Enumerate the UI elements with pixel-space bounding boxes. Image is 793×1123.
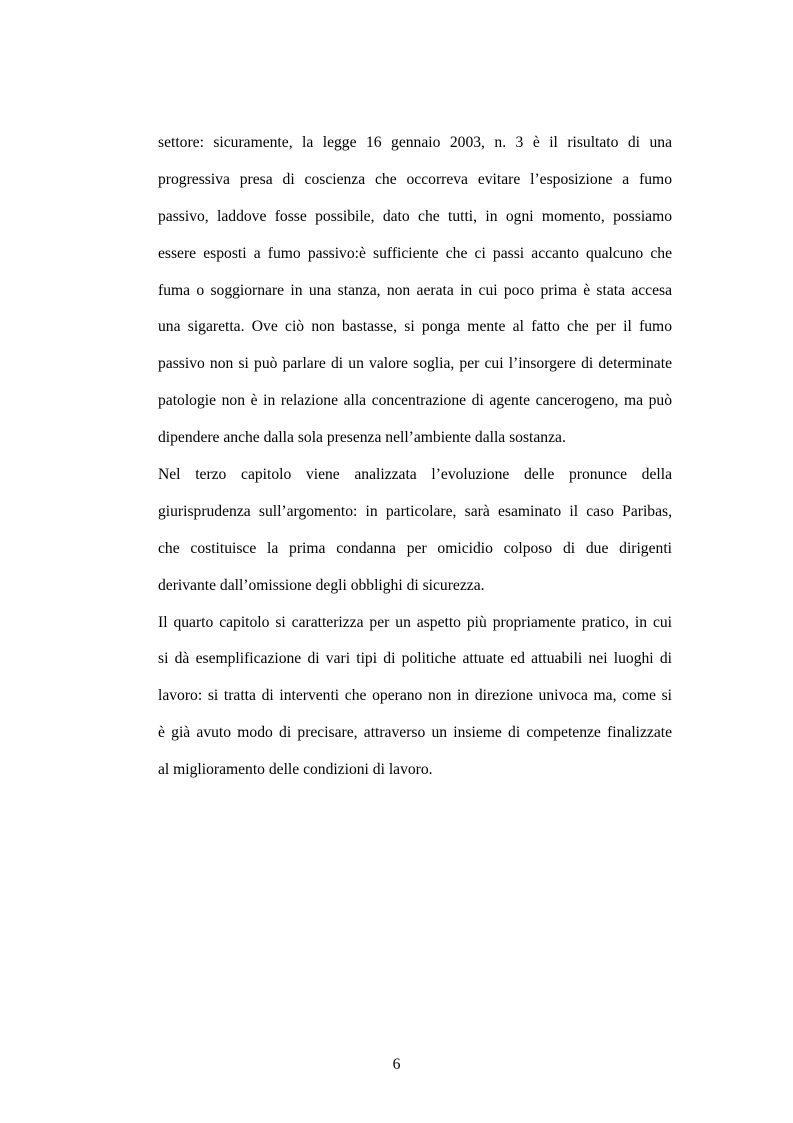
text-line: lavoro: si tratta di interventi che operano non in direzione univoca ma, come si [158, 687, 672, 705]
text-line: essere esposti a fumo passivo:è sufficiente che ci passi accanto qualcuno che [158, 244, 672, 262]
text-line: passivo non si può parlare di un valore soglia, per cui l’insorgere di determinate [158, 355, 672, 373]
text-line: dipendere anche dalla sola presenza nell’ambiente dalla sostanza. [158, 429, 566, 447]
text-line: una sigaretta. Ove ciò non bastasse, si ponga mente al fatto che per il fumo [158, 318, 672, 336]
body-text [158, 125, 672, 789]
text-line: settore: sicuramente, la legge 16 gennaio 2003, n. 3 è il risultato di una [158, 134, 672, 151]
text-line: derivante dall’omissione degli obblighi di sicurezza. [158, 576, 485, 594]
text-line: Il quarto capitolo si caratterizza per un aspetto più propriamente pratico, in cui [158, 613, 672, 631]
text-line: fuma o soggiornare in una stanza, non aerata in cui poco prima è stata accesa [158, 281, 672, 299]
text-line: patologie non è in relazione alla concentrazione di agente cancerogeno, ma può [158, 392, 672, 410]
page-number: 6 [392, 1056, 401, 1073]
paragraph [158, 125, 672, 457]
text-line: Nel terzo capitolo viene analizzata l’evoluzione delle pronunce della [158, 466, 672, 484]
paragraph [158, 457, 672, 605]
paragraph [158, 605, 672, 789]
text-line: progressiva presa di coscienza che occorreva evitare l’esposizione a fumo [158, 170, 672, 188]
text-line: giurisprudenza sull’argomento: in particolare, sarà esaminato il caso Paribas, [158, 502, 672, 520]
text-line: al miglioramento delle condizioni di lavoro. [158, 761, 433, 779]
text-line: è già avuto modo di precisare, attraverso un insieme di competenze finalizzate [158, 724, 672, 742]
text-line: passivo, laddove fosse possibile, dato che tutti, in ogni momento, possiamo [158, 207, 672, 225]
text-line: si dà esemplificazione di vari tipi di politiche attuate ed attuabili nei luoghi di [158, 650, 672, 668]
text-line: che costituisce la prima condanna per omicidio colposo di due dirigenti [158, 539, 672, 557]
